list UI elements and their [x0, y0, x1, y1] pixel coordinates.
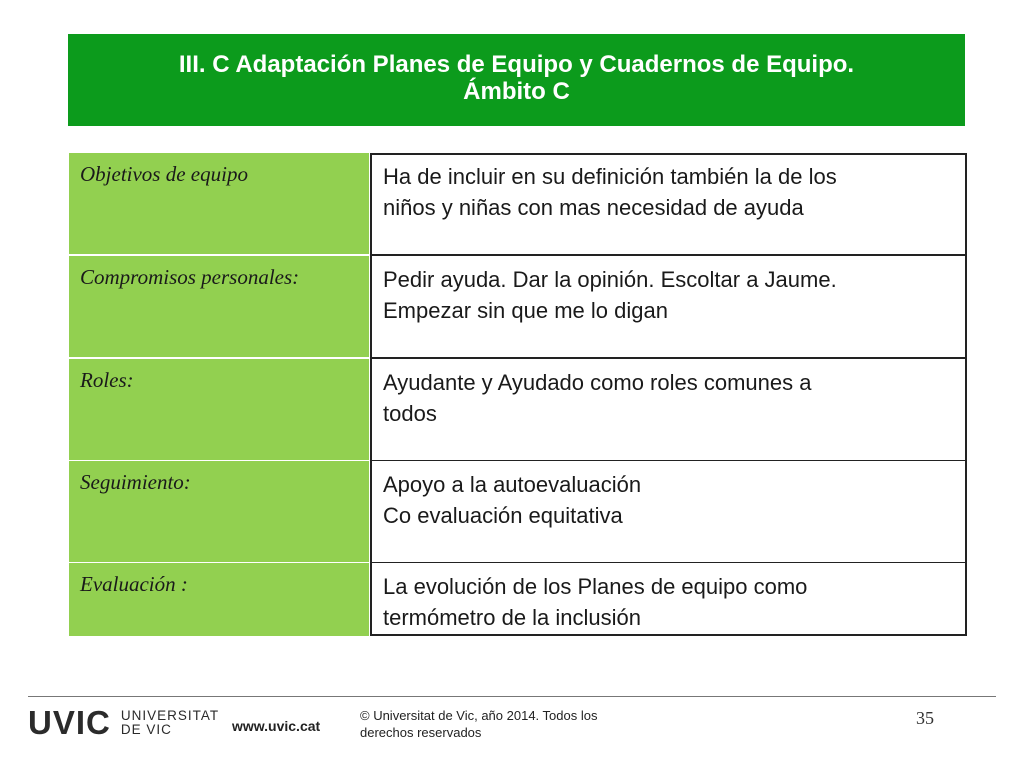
- logo-text: [121, 709, 219, 737]
- slide-title: III. C Adaptación Planes de Equipo y Cuadernos de Equipo. Ámbito C: [178, 51, 855, 105]
- row-label: Compromisos personales:: [69, 256, 369, 359]
- value-line: Ha de incluir en su definición también la de los: [383, 164, 837, 189]
- table-row: [69, 461, 969, 564]
- value-line: Pedir ayuda. Dar la opinión. Escoltar a Jaume.: [383, 267, 837, 292]
- value-line: niños y niñas con mas necesidad de ayuda: [383, 195, 804, 220]
- row-label: Evaluación :: [69, 563, 369, 636]
- row-label: Roles:: [69, 359, 369, 462]
- copyright-line: derechos reservados: [360, 725, 482, 740]
- logo-line: DE VIC: [120, 722, 172, 737]
- row-value: [370, 461, 967, 564]
- value-line: termómetro de la inclusión: [383, 605, 642, 630]
- value-line: Apoyo a la autoevaluación: [383, 472, 642, 497]
- row-label: Seguimiento:: [69, 461, 369, 564]
- table-row: [69, 153, 969, 256]
- value-line: Empezar sin que me lo digan: [383, 298, 668, 323]
- title-bar: [68, 34, 965, 126]
- footer-divider: [28, 696, 996, 697]
- value-line: todos: [383, 401, 437, 426]
- logo-mark: UVIC: [28, 704, 111, 741]
- row-label: Objetivos de equipo: [69, 153, 369, 256]
- copyright-notice: [360, 707, 630, 741]
- value-line: La evolución de los Planes de equipo como: [383, 574, 808, 599]
- copyright-line: © Universitat de Vic, año 2014. Todos los: [360, 708, 598, 723]
- table-row: [69, 256, 969, 359]
- uvic-logo: [28, 706, 219, 740]
- table-row: [69, 563, 969, 666]
- value-line: Co evaluación equitativa: [383, 503, 623, 528]
- logo-line: UNIVERSITAT: [120, 708, 220, 723]
- page-number: 35: [916, 708, 934, 728]
- row-value: [370, 563, 967, 636]
- value-line: Ayudante y Ayudado como roles comunes a: [383, 370, 812, 395]
- row-value: [370, 256, 967, 359]
- row-value: [370, 153, 967, 256]
- table-row: [69, 359, 969, 462]
- row-value: [370, 359, 967, 462]
- site-url: www.uvic.cat: [232, 718, 321, 734]
